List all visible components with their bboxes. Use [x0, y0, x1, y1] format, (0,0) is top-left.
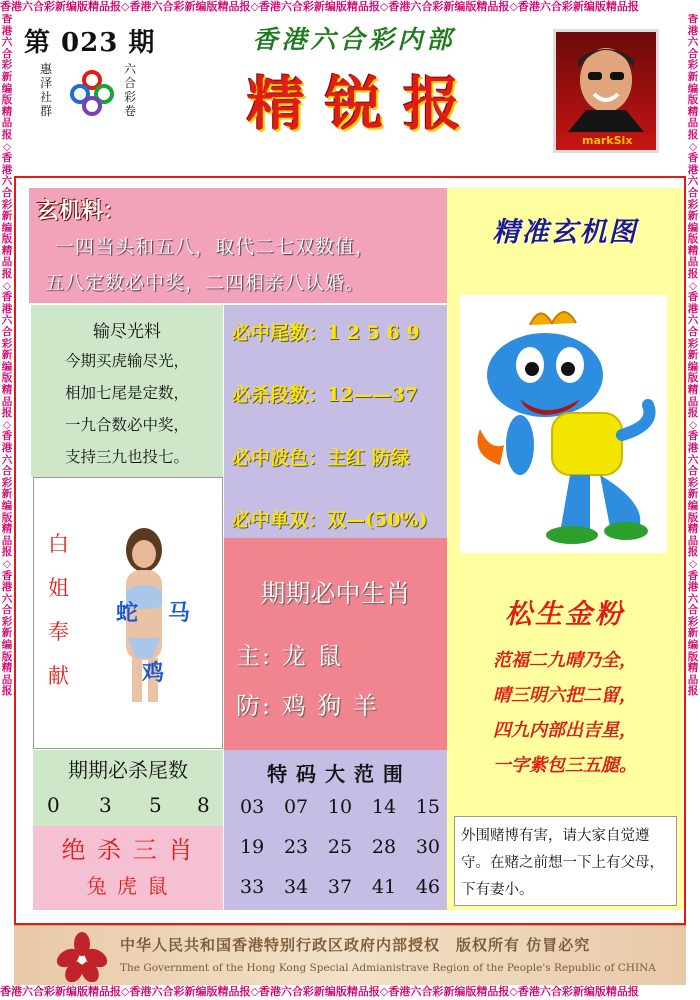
right-poem-line-2: 晴三明六把二留， [493, 685, 637, 706]
right-panel [447, 188, 683, 910]
photo-caption: markSix [582, 134, 633, 147]
gift-char: 奉 [48, 620, 69, 644]
overlay-snake: 蛇 [116, 600, 139, 626]
prediction-tail: 必中尾数：1 2 5 6 9 [232, 322, 420, 344]
special-panel [224, 750, 447, 910]
special-number: 28 [371, 836, 397, 858]
special-number: 15 [415, 796, 440, 818]
overlay-horse: 马 [168, 600, 191, 626]
poem-line-2: 相加七尾是定数， [64, 384, 189, 402]
poem-title: 输尽光料 [93, 322, 161, 342]
special-number: 33 [240, 876, 265, 898]
special-number: 19 [240, 836, 265, 858]
special-number: 14 [371, 796, 397, 818]
zodiac-panel [224, 538, 447, 750]
footer-en: The Government of the Hong Kong Special Admianistrave Region of the People's Republic of CHINA [120, 962, 656, 974]
top-ribbon: 香港六合彩新编版精品报◇香港六合彩新编版精品报◇香港六合彩新编版精品报◇香港六合彩新编版精品报◇香港六合彩新编版精品报 [0, 0, 639, 13]
bottom-ribbon: 香港六合彩新编版精品报◇香港六合彩新编版精品报◇香港六合彩新编版精品报◇香港六合彩新编版精品报◇香港六合彩新编版精品报 [0, 985, 639, 998]
right-ribbon: 香港六合彩新编版精品报◇香港六合彩新编版精品报◇香港六合彩新编版精品报◇香港六合彩新编版精品报◇香港六合彩新编版精品报 [687, 14, 699, 698]
riddle-panel [29, 188, 447, 303]
zodiac-main: 主: 龙 鼠 [236, 642, 344, 670]
gift-char: 白 [48, 532, 69, 556]
gift-side-text [48, 522, 72, 698]
poem-line-1: 今期买虎输尽光， [64, 352, 189, 370]
special-number: 03 [240, 796, 265, 818]
flower-logo-icon [66, 66, 118, 118]
left-ribbon: 香港六合彩新编版精品报◇香港六合彩新编版精品报◇香港六合彩新编版精品报◇香港六合彩新编版精品报◇香港六合彩新编版精品报 [1, 14, 13, 698]
right-poem-line-1: 范福二九晴乃全， [493, 650, 637, 671]
special-number: 41 [371, 876, 397, 898]
kill-three-title: 绝 杀 三 肖 [61, 836, 195, 864]
riddle-line-1: 一四当头和五八，取代二七双数值， [55, 236, 376, 258]
gift-char: 献 [48, 664, 69, 688]
kill-tail-number: 0 [47, 793, 60, 817]
gambling-notice: 外围赌博有害，请大家自觉遵守。在赌之前想一下上有父母，下有妻小。 [454, 816, 677, 906]
special-title: 特 码 大 范 围 [267, 762, 404, 786]
poem-line-3: 一九合数必中奖， [64, 416, 189, 434]
club-name-right: 六合彩卷 [124, 62, 137, 118]
special-row [240, 796, 440, 836]
predictions-panel [224, 305, 447, 538]
gift-panel [33, 477, 223, 749]
kill-three-animals: 兔 虎 鼠 [86, 874, 170, 898]
subtitle: 香港六合彩内部 [252, 25, 456, 54]
kill-tail-number: 5 [149, 793, 162, 817]
right-title: 精准玄机图 [492, 217, 638, 248]
kill-tail-number: 3 [99, 793, 112, 817]
right-poem-title: 松生金粉 [505, 599, 625, 630]
poem-panel [31, 305, 223, 477]
prediction-segment: 必杀段数：12——37 [232, 384, 418, 406]
right-poem-line-3: 四九内部出吉星， [493, 720, 637, 741]
special-row [240, 876, 440, 916]
poem-line-4: 支持三九也投七。 [64, 448, 189, 466]
gift-char: 姐 [48, 576, 69, 600]
special-number: 46 [415, 876, 440, 898]
footer-cn: 中华人民共和国香港特别行政区政府内部授权 版权所有 仿冒必究 [120, 936, 591, 954]
mascot-box [460, 295, 667, 553]
right-poem-line-4: 一字紫包三五腿。 [493, 755, 637, 776]
portrait-photo [553, 29, 659, 153]
zodiac-guard: 防: 鸡 狗 羊 [236, 692, 379, 720]
kill-three-panel [33, 826, 223, 910]
overlay-rooster: 鸡 [142, 660, 165, 686]
riddle-label: 玄机料： [37, 198, 126, 224]
special-number: 07 [283, 796, 309, 818]
zodiac-title: 期期必中生肖 [260, 579, 411, 608]
special-number: 25 [327, 836, 353, 858]
kill-tail-title: 期期必杀尾数 [68, 758, 188, 782]
special-number-grid [240, 796, 440, 916]
kill-tail-number: 8 [197, 793, 210, 817]
prediction-odd-even: 必中单双：双—(50%) [232, 509, 428, 531]
bauhinia-emblem-icon [54, 932, 110, 982]
paper-title: 精 锐 报 [246, 70, 462, 138]
footer-banner [14, 925, 686, 985]
portrait-face-icon [556, 32, 656, 132]
special-number: 30 [415, 836, 440, 858]
special-number: 10 [327, 796, 353, 818]
prediction-color: 必中波色：主红 防绿 [232, 447, 410, 469]
kill-tail-panel [33, 750, 223, 826]
riddle-line-2: 五八定数必中奖，二四相亲八认婚。 [45, 272, 366, 294]
issue-number: 第 023 期 [24, 28, 156, 58]
special-row [240, 836, 440, 876]
dragon-mascot-icon [460, 295, 667, 553]
special-number: 23 [283, 836, 309, 858]
club-name-left: 惠泽社群 [40, 62, 53, 118]
special-number: 37 [327, 876, 353, 898]
special-number: 34 [283, 876, 309, 898]
header [14, 14, 686, 176]
